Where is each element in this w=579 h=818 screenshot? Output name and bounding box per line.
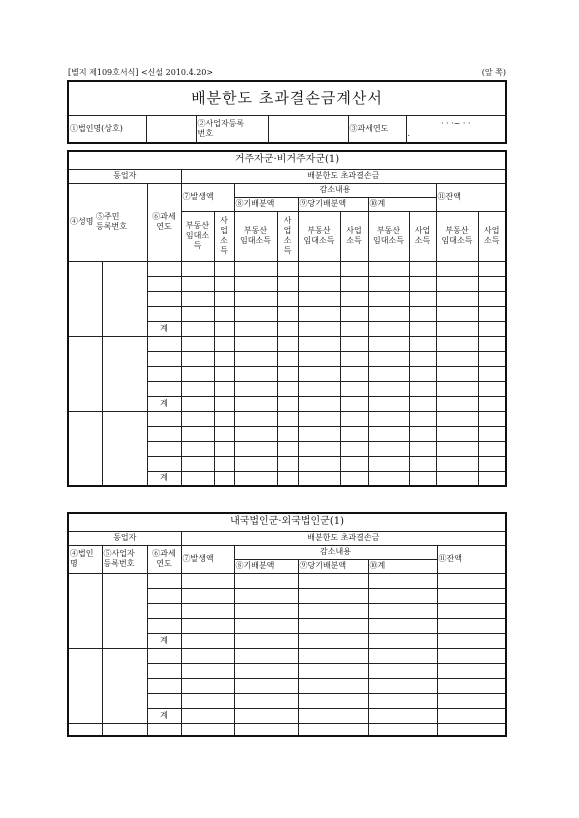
name-cell[interactable] — [68, 336, 102, 411]
partner-header: 동업자 — [68, 531, 181, 545]
prior-allocated-header: ⑧기배분액 — [234, 559, 298, 573]
reduction-header: 감소내용 — [234, 545, 437, 559]
rental-income-header: 부동산 임대소득 — [298, 211, 340, 261]
excess-loss-header: 배분한도 초과결손금 — [181, 169, 506, 183]
occurred-header: ⑦발생액 — [181, 545, 234, 573]
business-income-header: 사업 소득 — [409, 211, 436, 261]
corp-name-header: ④법인 명 — [68, 545, 102, 573]
corporate-group-table — [67, 512, 507, 737]
business-income-header: 사업 소득 — [340, 211, 368, 261]
total-label: 계 — [147, 321, 181, 336]
business-income-header: 사 업 소 득 — [214, 211, 234, 261]
balance-header: ⑪잔액 — [437, 545, 506, 573]
name-cell[interactable] — [68, 411, 102, 486]
page-side-label: (앞 쪽) — [481, 68, 506, 77]
total-label: 계 — [147, 633, 181, 648]
id-cell[interactable] — [102, 261, 147, 336]
rental-income-header: 부동산 임대소득 — [234, 211, 277, 261]
corp-name-cell[interactable] — [68, 573, 102, 648]
rental-income-header: 부동산 임대소 득 — [181, 211, 214, 261]
current-allocated-header: ⑨당기배분액 — [298, 197, 368, 211]
table-row — [68, 573, 506, 588]
rental-income-header: 부동산 임대소득 — [368, 211, 409, 261]
total-label: 계 — [147, 396, 181, 411]
corp-name-label: ①법인명(상호) — [68, 115, 146, 143]
business-income-header: 사 업 소 득 — [277, 211, 298, 261]
reduction-header: 감소내용 — [234, 183, 436, 197]
rental-income-header: 부동산 임대소득 — [436, 211, 478, 261]
name-cell[interactable] — [68, 261, 102, 336]
occurred-header: ⑦발생액 — [181, 183, 234, 211]
section2-title: 내국법인군·외국법인군(1) — [68, 513, 506, 531]
id-cell[interactable] — [102, 411, 147, 486]
corp-name-field[interactable] — [146, 115, 196, 143]
excess-loss-header: 배분한도 초과결손금 — [181, 531, 506, 545]
resident-group-table — [67, 150, 507, 487]
top-info-table — [67, 80, 507, 144]
sum-header: ⑩계 — [368, 559, 437, 573]
section1-title: 거주자군·비거주자군(1) — [68, 151, 506, 169]
total-label: 계 — [147, 708, 181, 723]
tax-year-label: ③과세연도 — [348, 115, 406, 143]
name-header: ④성명 ⑤주민 등록번호 — [68, 183, 147, 261]
partner-header: 동업자 — [68, 169, 181, 183]
table-row — [68, 336, 506, 351]
current-allocated-header: ⑨당기배분액 — [298, 559, 368, 573]
corp-name-cell[interactable] — [68, 648, 102, 723]
form-number: [별지 제109호서식] <신설 2010.4.20> — [68, 68, 214, 77]
table-row — [68, 648, 506, 663]
form-title: 배분한도 초과결손금계산서 — [68, 81, 506, 115]
biz-reg-cell[interactable] — [102, 648, 147, 723]
biz-reg-field[interactable] — [268, 115, 348, 143]
total-label: 계 — [147, 471, 181, 486]
sum-header: ⑩계 — [368, 197, 436, 211]
tax-year-header: ⑥과세 연도 — [147, 183, 181, 261]
biz-reg-label: ②사업자등록 번호 — [196, 115, 268, 143]
table-row — [68, 261, 506, 276]
balance-header: ⑪잔액 — [436, 183, 506, 211]
tax-year-header: ⑥과세 연도 — [147, 545, 181, 573]
biz-reg-header: ⑤사업자 등록번호 — [102, 545, 147, 573]
biz-reg-cell[interactable] — [102, 573, 147, 648]
business-income-header: 사업 소득 — [478, 211, 506, 261]
table-row — [68, 411, 506, 426]
id-cell[interactable] — [102, 336, 147, 411]
table-row — [68, 723, 506, 736]
tax-year-field[interactable]: · · ·~ · · . — [406, 115, 506, 143]
prior-allocated-header: ⑧기배분액 — [234, 197, 298, 211]
